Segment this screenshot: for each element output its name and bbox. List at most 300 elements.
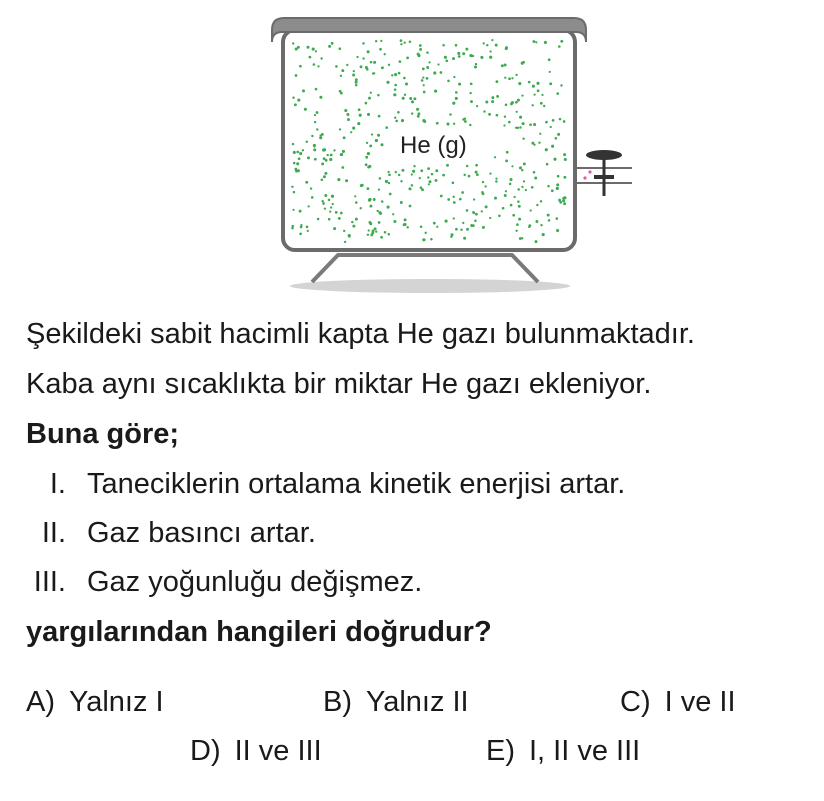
gas-particle bbox=[474, 220, 477, 223]
gas-particle bbox=[472, 211, 475, 214]
gas-particle bbox=[369, 205, 372, 208]
gas-particle bbox=[362, 57, 364, 59]
gas-particle bbox=[381, 66, 384, 69]
gas-particle bbox=[328, 218, 331, 221]
gas-particle bbox=[344, 241, 346, 243]
gas-particle bbox=[519, 166, 522, 169]
gas-particle bbox=[530, 209, 532, 211]
gas-particle bbox=[436, 226, 438, 228]
gas-particle bbox=[408, 187, 411, 190]
gas-particle bbox=[335, 211, 338, 214]
gas-particle bbox=[518, 82, 521, 85]
gas-particle bbox=[470, 82, 473, 85]
gas-particle bbox=[476, 105, 478, 107]
gas-particle bbox=[299, 152, 302, 155]
gas-particle bbox=[426, 51, 429, 54]
gas-particle bbox=[556, 92, 559, 95]
gas-particle bbox=[342, 150, 345, 153]
gas-particle bbox=[377, 94, 380, 97]
gas-particle bbox=[511, 77, 513, 79]
gas-particle bbox=[359, 114, 362, 117]
gas-particle bbox=[552, 119, 555, 122]
gas-particle bbox=[417, 53, 420, 56]
gas-particle bbox=[440, 71, 443, 74]
gas-particle bbox=[533, 123, 536, 126]
gas-particle bbox=[563, 153, 566, 156]
gas-particle bbox=[519, 116, 522, 119]
option-a[interactable] bbox=[26, 688, 164, 717]
gas-particle bbox=[297, 169, 300, 172]
gas-particle bbox=[557, 175, 560, 178]
gas-particle bbox=[395, 120, 398, 123]
gas-particle bbox=[560, 84, 562, 86]
gas-particle bbox=[340, 212, 343, 215]
gas-particle bbox=[368, 97, 371, 100]
gas-particle bbox=[556, 187, 559, 190]
gas-particle bbox=[516, 223, 519, 226]
gas-particle bbox=[347, 118, 350, 121]
gas-particle bbox=[430, 238, 433, 241]
gas-particle bbox=[482, 226, 485, 229]
gas-particle bbox=[389, 193, 392, 196]
gas-particle bbox=[411, 100, 414, 103]
gas-particle bbox=[307, 205, 309, 207]
gas-particle bbox=[532, 104, 534, 106]
gas-particle bbox=[491, 39, 493, 41]
gas-particle bbox=[469, 92, 471, 94]
gas-particle bbox=[485, 101, 488, 104]
gas-particle bbox=[496, 114, 499, 117]
gas-particle bbox=[495, 180, 498, 183]
gas-particle bbox=[296, 162, 299, 165]
gas-particle bbox=[562, 199, 565, 202]
gas-particle bbox=[416, 108, 419, 111]
gas-particle bbox=[299, 232, 302, 235]
gas-particle bbox=[360, 65, 363, 68]
gas-particle bbox=[466, 165, 469, 168]
gas-particle bbox=[521, 94, 523, 96]
gas-particle bbox=[406, 57, 409, 60]
gas-particle bbox=[404, 94, 406, 96]
gas-particle bbox=[504, 115, 506, 117]
gas-particle bbox=[315, 88, 318, 91]
gas-particle bbox=[313, 63, 316, 66]
option-label: B) bbox=[323, 686, 352, 718]
gas-particle bbox=[377, 134, 380, 137]
gas-particle bbox=[419, 48, 422, 51]
gas-particle bbox=[451, 233, 454, 236]
gas-particle bbox=[470, 100, 473, 103]
gas-particle bbox=[324, 207, 326, 209]
gas-particle bbox=[346, 64, 348, 66]
gas-particle bbox=[400, 43, 402, 45]
gas-particle bbox=[515, 101, 518, 104]
gas-particle bbox=[535, 240, 538, 243]
container-stand bbox=[312, 255, 538, 282]
gas-particle bbox=[333, 149, 335, 151]
gas-particle bbox=[392, 213, 394, 215]
gas-particle bbox=[328, 199, 331, 202]
gas-particle bbox=[453, 201, 456, 204]
gas-particle bbox=[488, 113, 491, 116]
gas-particle bbox=[340, 153, 343, 156]
option-b[interactable] bbox=[323, 688, 469, 717]
gas-particle bbox=[319, 96, 322, 99]
gas-particle bbox=[365, 156, 368, 159]
gas-particle bbox=[423, 84, 425, 86]
gas-particle bbox=[469, 54, 472, 57]
gas-particle bbox=[472, 224, 475, 227]
gas-particle bbox=[307, 230, 309, 232]
gas-particle bbox=[357, 122, 360, 125]
gas-particle bbox=[360, 207, 362, 209]
gas-particle bbox=[560, 40, 563, 43]
gas-particle bbox=[355, 78, 358, 81]
gas-particle bbox=[540, 102, 543, 105]
gas-particle bbox=[297, 46, 300, 49]
gas-particle bbox=[540, 224, 542, 226]
gas-particle bbox=[385, 126, 388, 129]
gas-particle bbox=[297, 99, 300, 102]
gas-particle bbox=[525, 189, 527, 191]
gas-particle bbox=[475, 164, 478, 167]
gas-particle bbox=[464, 117, 466, 119]
gas-particle bbox=[491, 96, 494, 99]
gas-particle bbox=[515, 74, 517, 76]
gas-particle bbox=[522, 61, 525, 64]
gas-particle bbox=[314, 158, 317, 161]
gas-particle bbox=[295, 74, 298, 77]
gas-particle bbox=[394, 84, 397, 87]
gas-particle bbox=[372, 230, 375, 233]
statement-numeral: II. bbox=[41, 517, 66, 549]
gas-particle bbox=[435, 169, 438, 172]
gas-particle bbox=[393, 93, 396, 96]
gas-particle bbox=[466, 228, 469, 231]
gas-particle bbox=[475, 213, 478, 216]
gas-particle bbox=[367, 50, 370, 53]
gas-particle bbox=[447, 80, 450, 83]
gas-particle bbox=[394, 117, 396, 119]
gas-particle bbox=[368, 165, 371, 168]
gas-particle bbox=[452, 181, 455, 184]
gas-particle bbox=[442, 44, 445, 47]
gas-particle bbox=[332, 203, 334, 205]
gas-particle bbox=[312, 48, 315, 51]
gas-particle bbox=[417, 112, 420, 115]
gas-particle bbox=[294, 103, 297, 106]
gas-particle bbox=[496, 95, 499, 98]
gas-particle bbox=[338, 47, 341, 50]
gas-particle bbox=[494, 197, 497, 200]
gas-particle bbox=[376, 210, 378, 212]
gas-particle bbox=[495, 44, 498, 47]
gas-particle bbox=[405, 83, 408, 86]
gas-particle bbox=[340, 75, 342, 77]
gas-particle bbox=[365, 163, 368, 166]
gas-particle bbox=[543, 105, 545, 107]
gas-particle bbox=[355, 218, 358, 221]
gas-particle bbox=[489, 217, 491, 219]
gas-particle bbox=[549, 71, 551, 73]
gas-particle bbox=[431, 173, 434, 176]
gas-particle bbox=[333, 227, 336, 230]
gas-particle bbox=[338, 217, 341, 220]
gas-particle bbox=[556, 217, 559, 220]
gas-particle bbox=[375, 139, 378, 142]
gas-particle bbox=[355, 201, 358, 204]
gas-particle bbox=[459, 198, 462, 201]
gas-particle bbox=[455, 228, 458, 231]
gas-particle bbox=[452, 57, 455, 60]
gas-particle bbox=[321, 179, 324, 182]
gas-particle bbox=[319, 136, 322, 139]
gas-particle bbox=[548, 58, 551, 61]
gas-particle bbox=[558, 199, 561, 202]
gas-particle bbox=[529, 123, 532, 126]
gas-particle bbox=[313, 145, 315, 147]
gas-particle bbox=[421, 188, 424, 191]
gas-particle bbox=[550, 126, 552, 128]
gas-particle bbox=[401, 169, 404, 172]
gas-particle bbox=[374, 227, 377, 230]
gas-particle bbox=[449, 113, 452, 116]
gas-particle bbox=[341, 69, 344, 72]
gas-particle bbox=[380, 40, 382, 42]
gas-particle bbox=[473, 198, 475, 200]
gas-particle bbox=[293, 151, 296, 154]
gas-particle bbox=[482, 192, 485, 195]
gas-particle bbox=[362, 42, 365, 45]
gas-particle bbox=[322, 149, 325, 152]
gas-particle bbox=[317, 218, 320, 221]
option-text: Yalnız II bbox=[366, 686, 469, 718]
gas-particle bbox=[394, 88, 397, 91]
gas-particle bbox=[341, 166, 344, 169]
gas-particle bbox=[419, 177, 421, 179]
gas-particle bbox=[366, 142, 368, 144]
gas-particle bbox=[367, 234, 369, 236]
gas-particle bbox=[519, 126, 521, 128]
gas-particle bbox=[523, 162, 526, 165]
gas-particle bbox=[388, 233, 391, 236]
gas-particle bbox=[564, 158, 567, 161]
gas-particle bbox=[292, 225, 295, 228]
gas-particle bbox=[343, 136, 346, 139]
gas-particle bbox=[292, 143, 294, 145]
gas-particle bbox=[463, 174, 465, 176]
gas-particle bbox=[346, 113, 349, 116]
gas-particle bbox=[428, 183, 430, 185]
gas-particle bbox=[521, 169, 523, 171]
gas-particle bbox=[513, 196, 515, 198]
gas-particle bbox=[436, 122, 439, 125]
gas-particle bbox=[348, 235, 350, 237]
gas-particle bbox=[508, 77, 511, 80]
gas-particle bbox=[307, 156, 310, 159]
gas-particle bbox=[321, 162, 324, 165]
gas-particle bbox=[536, 204, 538, 206]
gas-particle bbox=[528, 224, 531, 227]
statement-numeral: III. bbox=[33, 566, 66, 598]
gas-particle bbox=[352, 127, 355, 130]
gas-particle bbox=[358, 108, 361, 111]
gas-particle bbox=[447, 198, 450, 201]
gas-particle bbox=[329, 158, 332, 161]
gas-particle bbox=[399, 60, 402, 63]
option-d[interactable] bbox=[190, 737, 322, 766]
gas-particle bbox=[292, 209, 294, 211]
container-figure bbox=[0, 0, 824, 300]
gas-particle bbox=[313, 148, 316, 151]
gas-particle bbox=[458, 55, 461, 58]
gas-particle bbox=[466, 209, 469, 212]
gas-particle bbox=[403, 223, 406, 226]
gas-particle bbox=[299, 65, 302, 68]
gas-particle bbox=[555, 137, 558, 140]
gas-particle bbox=[485, 205, 488, 208]
gas-particle bbox=[501, 64, 504, 67]
gas-particle bbox=[320, 57, 322, 59]
gas-particle bbox=[381, 200, 384, 203]
gas-particle bbox=[483, 42, 485, 44]
gas-particle bbox=[533, 93, 535, 95]
gas-particle bbox=[509, 183, 512, 186]
gas-particle bbox=[539, 133, 541, 135]
gas-particle bbox=[404, 42, 406, 44]
gas-particle bbox=[563, 176, 566, 179]
gas-particle bbox=[506, 151, 509, 154]
gas-particle bbox=[544, 41, 547, 44]
gas-particle bbox=[505, 104, 508, 107]
gas-particle bbox=[330, 206, 332, 208]
gas-particle bbox=[307, 46, 310, 49]
gas-particle bbox=[400, 180, 402, 182]
gas-particle bbox=[480, 56, 483, 59]
gas-particle bbox=[545, 121, 548, 124]
gas-particle bbox=[306, 141, 308, 143]
gas-particle bbox=[388, 182, 390, 184]
gas-particle bbox=[292, 97, 294, 99]
gas-particle bbox=[551, 145, 554, 148]
gas-particle bbox=[489, 56, 492, 59]
gas-particle bbox=[315, 50, 317, 52]
gas-particle bbox=[386, 81, 389, 84]
gas-particle bbox=[502, 207, 505, 210]
gas-particle bbox=[455, 97, 458, 100]
gas-particle bbox=[292, 42, 294, 44]
gas-particle bbox=[401, 119, 404, 122]
gas-particle bbox=[367, 152, 370, 155]
gas-particle bbox=[412, 170, 415, 173]
gas-particle bbox=[440, 195, 443, 198]
gas-particle bbox=[329, 210, 331, 212]
gas-particle bbox=[379, 48, 382, 51]
option-c[interactable] bbox=[620, 688, 736, 717]
gas-particle bbox=[380, 143, 383, 146]
gas-particle bbox=[354, 195, 356, 197]
gas-particle bbox=[368, 229, 370, 231]
intro-line-1: Şekildeki sabit hacimli kapta He gazı bulunmaktadır. bbox=[26, 318, 695, 350]
gas-particle bbox=[475, 63, 477, 65]
gas-particle bbox=[551, 189, 554, 192]
gas-particle bbox=[546, 163, 549, 166]
gas-particle bbox=[411, 184, 414, 187]
gas-particle bbox=[314, 121, 316, 123]
gas-particle bbox=[495, 177, 497, 179]
gas-particle bbox=[509, 178, 512, 181]
gas-particle bbox=[400, 201, 403, 204]
gas-particle bbox=[388, 64, 390, 66]
statement-text: Gaz basıncı artar. bbox=[87, 517, 316, 549]
gas-particle bbox=[533, 171, 536, 174]
option-text: I ve II bbox=[664, 686, 736, 718]
gas-particle bbox=[317, 65, 319, 67]
gas-particle bbox=[460, 229, 462, 231]
gas-particle bbox=[435, 179, 438, 182]
gas-particle bbox=[345, 179, 348, 182]
gas-particle bbox=[556, 229, 559, 232]
gas-particle bbox=[394, 73, 397, 76]
intro-line-2: Kaba aynı sıcaklıkta bir miktar He gazı ekleniyor. bbox=[26, 368, 652, 400]
gas-particle bbox=[422, 119, 425, 122]
gas-particle bbox=[455, 91, 458, 94]
gas-particle bbox=[446, 164, 449, 167]
gas-particle bbox=[391, 74, 393, 76]
gas-particle bbox=[445, 59, 448, 62]
gas-particle bbox=[351, 221, 353, 223]
gas-particle bbox=[425, 232, 427, 234]
gas-particle bbox=[366, 68, 369, 71]
gas-particle bbox=[378, 211, 381, 214]
gas-particle bbox=[453, 217, 455, 219]
gas-particle bbox=[378, 221, 381, 224]
gas-particle bbox=[373, 198, 376, 201]
gas-particle bbox=[547, 214, 550, 217]
gas-particle bbox=[384, 231, 387, 234]
gas-particle bbox=[393, 220, 396, 223]
gas-particle bbox=[420, 226, 423, 229]
gas-particle bbox=[517, 188, 520, 191]
container-shadow bbox=[290, 279, 570, 293]
gas-particle bbox=[310, 187, 312, 189]
gas-particle bbox=[311, 196, 314, 199]
gas-particle bbox=[468, 175, 471, 178]
gas-particle bbox=[559, 118, 562, 121]
gas-particle bbox=[335, 65, 338, 68]
gas-particle bbox=[324, 194, 327, 197]
gas-particle bbox=[319, 134, 321, 136]
gas-particle bbox=[521, 186, 523, 188]
option-e[interactable] bbox=[486, 737, 640, 766]
gas-particle bbox=[427, 167, 430, 170]
gas-particle bbox=[367, 113, 370, 116]
gas-particle bbox=[461, 191, 464, 194]
gas-particle bbox=[421, 79, 424, 82]
gas-particle bbox=[402, 97, 405, 100]
gas-particle bbox=[367, 187, 370, 190]
gas-particle bbox=[523, 180, 525, 182]
gas-particle bbox=[324, 172, 327, 175]
gas-particle bbox=[541, 94, 543, 96]
gas-particle bbox=[369, 144, 372, 147]
gas-particle bbox=[504, 77, 506, 79]
gas-particle bbox=[464, 120, 467, 123]
gas-particle bbox=[331, 42, 334, 45]
gas-particle bbox=[521, 237, 523, 239]
gas-particle bbox=[422, 68, 425, 71]
gas-particle bbox=[299, 210, 302, 213]
